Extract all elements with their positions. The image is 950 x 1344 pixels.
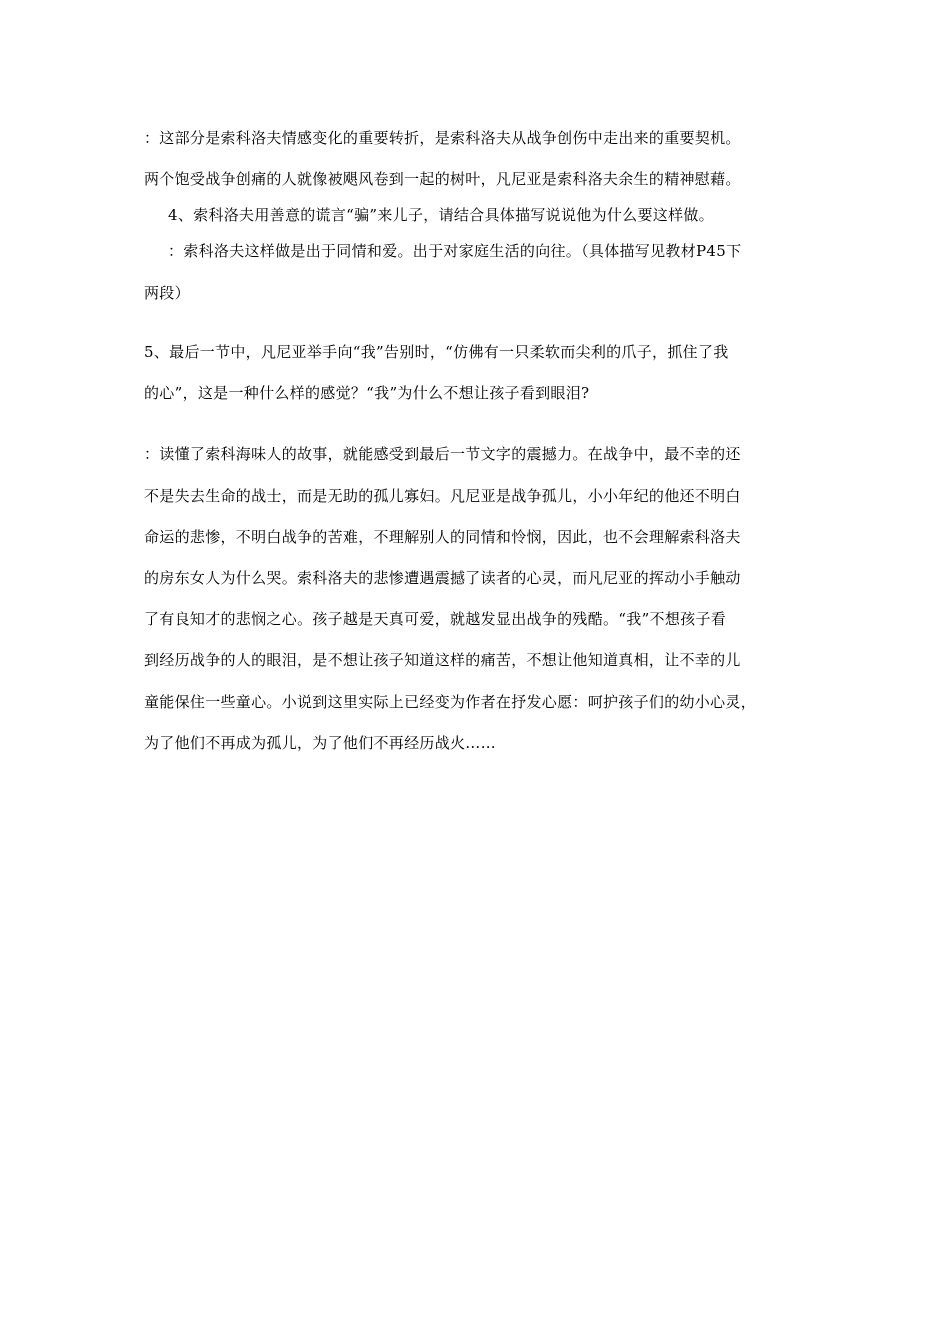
answer5-line7: 童能保住一些童心。小说到这里实际上已经变为作者在抒发心愿：呵护孩子们的幼小心灵， [144, 693, 757, 711]
answer5-line3: 命运的悲惨，不明白战争的苦难，不理解别人的同情和怜悯，因此，也不会理解索科洛夫 [144, 528, 741, 546]
answer4-line2: 两段） [144, 284, 190, 302]
question5-line1: 5、最后一节中，凡尼亚举手向“我”告别时，“仿佛有一只柔软而尖利的爪子，抓住了我 [144, 343, 729, 361]
answer3-line1: ：这部分是索科洛夫情感变化的重要转折，是索科洛夫从战争创伤中走出来的重要契机。 [144, 129, 741, 147]
answer5-line1: ：读懂了索科海味人的故事，就能感受到最后一节文字的震撼力。在战争中，最不幸的还 [144, 445, 741, 463]
answer4-line1: ：索科洛夫这样做是出于同情和爱。出于对家庭生活的向往。（具体描写见教材P45下 [168, 242, 742, 260]
answer5-line2: 不是失去生命的战士，而是无助的孤儿寡妇。凡尼亚是战争孤儿，小小年纪的他还不明白 [144, 487, 741, 505]
answer5-line6: 到经历战争的人的眼泪，是不想让孩子知道这样的痛苦，不想让他知道真相，让不幸的儿 [144, 651, 741, 669]
answer5-line8: 为了他们不再成为孤儿，为了他们不再经历战火…… [144, 734, 496, 752]
answer3-line2: 两个饱受战争创痛的人就像被飓风卷到一起的树叶，凡尼亚是索科洛夫余生的精神慰藉。 [144, 170, 741, 188]
question4-text: 4、索科洛夫用善意的谎言“骗”来儿子，请结合具体描写说说他为什么要这样做。 [168, 206, 714, 224]
answer5-line5: 了有良知才的悲悯之心。孩子越是天真可爱，就越发显出战争的残酷。“我”不想孩子看 [144, 610, 727, 628]
answer5-line4: 的房东女人为什么哭。索科洛夫的悲惨遭遇震撼了读者的心灵，而凡尼亚的挥动小手触动 [144, 569, 741, 587]
question5-line2: 的心”，这是一种什么样的感觉？“我”为什么不想让孩子看到眼泪? [144, 384, 590, 402]
